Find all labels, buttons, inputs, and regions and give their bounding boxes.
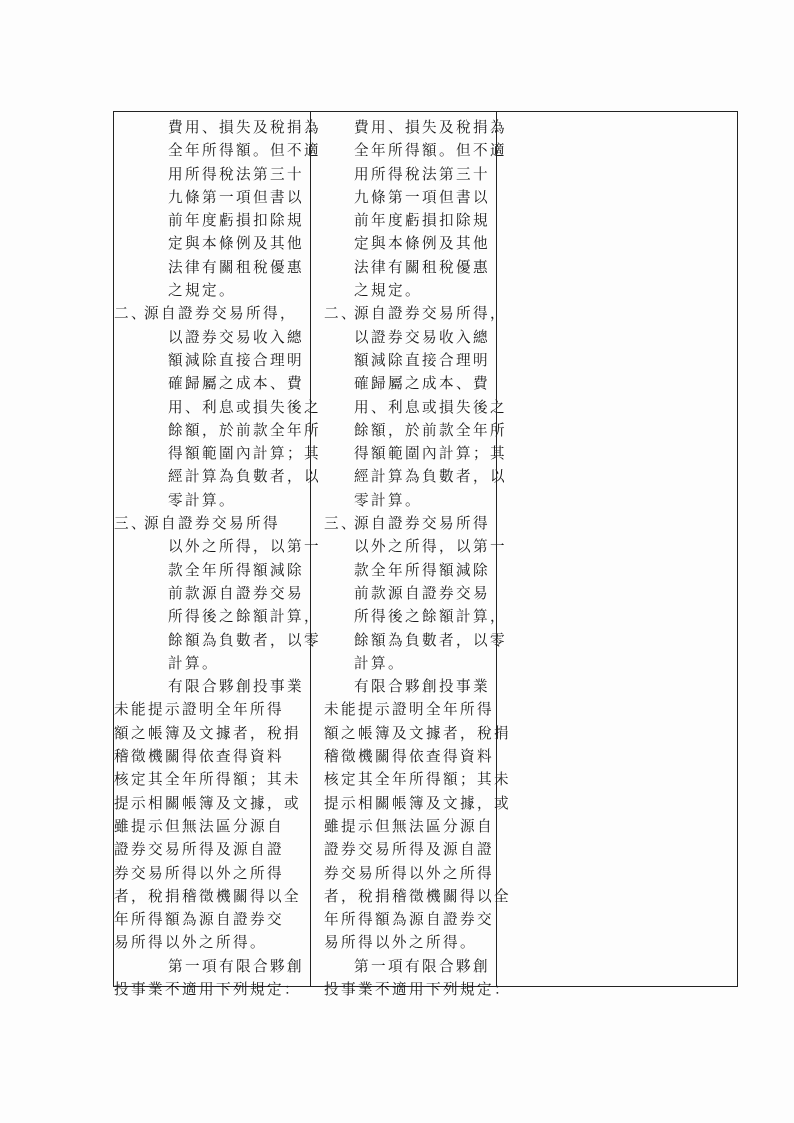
text-line: 源自證券交易所得 [354, 515, 490, 533]
text-line: 確歸屬之成本、費 [168, 375, 304, 393]
text-line: 源自證券交易所得， [144, 305, 297, 323]
text-line: 提示相關帳簿及文據，或 [114, 794, 301, 812]
text-line: 用所得稅法第三十 [168, 165, 304, 183]
text-line: 者，稅捐稽徵機關得以全 [114, 887, 301, 905]
paragraph-first-line: 第一項有限合夥創 [168, 957, 304, 975]
text-line: 未能提示證明全年所得 [114, 701, 284, 719]
text-line: 核定其全年所得額；其未 [324, 771, 511, 789]
comparison-table [113, 111, 738, 998]
text-line: 法律有關租稅優惠 [354, 258, 490, 276]
text-line: 所得後之餘額計算， [168, 608, 321, 626]
list-item-3 [324, 512, 511, 535]
text-line: 源自證券交易所得 [144, 515, 280, 533]
text-line: 經計算為負數者，以 [354, 468, 507, 486]
text-line: 九條第一項但書以 [354, 188, 490, 206]
list-number: 三、 [114, 515, 148, 533]
text-line: 全年所得額。但不適 [354, 142, 507, 160]
text-line: 前年度虧損扣除規 [354, 212, 490, 230]
list-item-3 [114, 512, 321, 535]
text-line: 年所得額為源自證券交 [114, 911, 284, 929]
text-line: 法律有關租稅優惠 [168, 258, 304, 276]
text-line: 易所得以外之所得。 [324, 934, 477, 952]
paragraph-first-line: 有限合夥創投事業 [354, 678, 490, 696]
text-line: 確歸屬之成本、費 [354, 375, 490, 393]
text-line: 零計算。 [168, 491, 236, 509]
text-line: 以證券交易收入總 [354, 328, 490, 346]
list-number: 二、 [324, 305, 358, 323]
text-line: 以外之所得，以第一 [168, 538, 321, 556]
text-line: 餘額為負數者，以零 [354, 631, 507, 649]
text-line: 券交易所得以外之所得 [114, 864, 284, 882]
text-line: 雖提示但無法區分源自 [324, 817, 494, 835]
text-line: 提示相關帳簿及文據，或 [324, 794, 511, 812]
text-line: 得額範圍內計算；其 [168, 445, 321, 463]
text-line: 費用、損失及稅捐為 [354, 119, 507, 136]
text-line: 用、利息或損失後之 [354, 398, 507, 416]
paragraph-first-line: 有限合夥創投事業 [168, 678, 304, 696]
text-line: 全年所得額。但不適 [168, 142, 321, 160]
text-line: 得額範圍內計算；其 [354, 445, 507, 463]
text-line: 之規定。 [168, 282, 236, 300]
text-line: 核定其全年所得額；其未 [114, 771, 301, 789]
text-line: 款全年所得額減除 [354, 561, 490, 579]
table-column-2 [311, 112, 511, 998]
text-line: 額減除直接合理明 [168, 351, 304, 369]
text-line: 額減除直接合理明 [354, 351, 490, 369]
text-line: 用、利息或損失後之 [168, 398, 321, 416]
text-line: 款全年所得額減除 [168, 561, 304, 579]
text-line: 餘額為負數者，以零 [168, 631, 321, 649]
text-line: 計算。 [168, 654, 219, 672]
text-line: 額之帳簿及文據者，稅捐 [324, 724, 511, 742]
text-line: 定與本條例及其他 [354, 235, 490, 253]
text-line: 所得後之餘額計算， [354, 608, 507, 626]
text-line: 易所得以外之所得。 [114, 934, 267, 952]
list-number: 三、 [324, 515, 358, 533]
text-line: 源自證券交易所得， [354, 305, 507, 323]
text-line: 用所得稅法第三十 [354, 165, 490, 183]
text-line: 稽徵機關得依查得資料 [324, 748, 494, 766]
text-line: 稽徵機關得依查得資料 [114, 748, 284, 766]
text-line: 投事業不適用下列規定： [324, 980, 511, 998]
text-line: 零計算。 [354, 491, 422, 509]
text-line: 定與本條例及其他 [168, 235, 304, 253]
text-line: 以證券交易收入總 [168, 328, 304, 346]
text-line: 之規定。 [354, 282, 422, 300]
text-line: 計算。 [354, 654, 405, 672]
text-line: 前款源自證券交易 [168, 584, 304, 602]
text-line: 前款源自證券交易 [354, 584, 490, 602]
text-line: 以外之所得，以第一 [354, 538, 507, 556]
table-column-1 [114, 112, 321, 998]
text-line: 證券交易所得及源自證 [114, 841, 284, 859]
table-column-3 [497, 112, 737, 986]
text-line: 額之帳簿及文據者，稅捐 [114, 724, 301, 742]
text-line: 餘額，於前款全年所 [354, 421, 507, 439]
text-line: 未能提示證明全年所得 [324, 701, 494, 719]
column-1-text [114, 116, 321, 1001]
text-line: 餘額，於前款全年所 [168, 421, 321, 439]
list-number: 二、 [114, 305, 148, 323]
list-item-2 [114, 302, 321, 325]
text-line: 九條第一項但書以 [168, 188, 304, 206]
text-line: 年所得額為源自證券交 [324, 911, 494, 929]
column-2-text [324, 116, 511, 1001]
list-item-2 [324, 302, 511, 325]
paragraph-first-line: 第一項有限合夥創 [354, 957, 490, 975]
text-line: 前年度虧損扣除規 [168, 212, 304, 230]
text-line: 者，稅捐稽徵機關得以全 [324, 887, 511, 905]
text-line: 券交易所得以外之所得 [324, 864, 494, 882]
text-line: 經計算為負數者，以 [168, 468, 321, 486]
text-line: 雖提示但無法區分源自 [114, 817, 284, 835]
text-line: 證券交易所得及源自證 [324, 841, 494, 859]
text-line: 投事業不適用下列規定： [114, 980, 301, 998]
text-line: 費用、損失及稅捐為 [168, 119, 321, 136]
